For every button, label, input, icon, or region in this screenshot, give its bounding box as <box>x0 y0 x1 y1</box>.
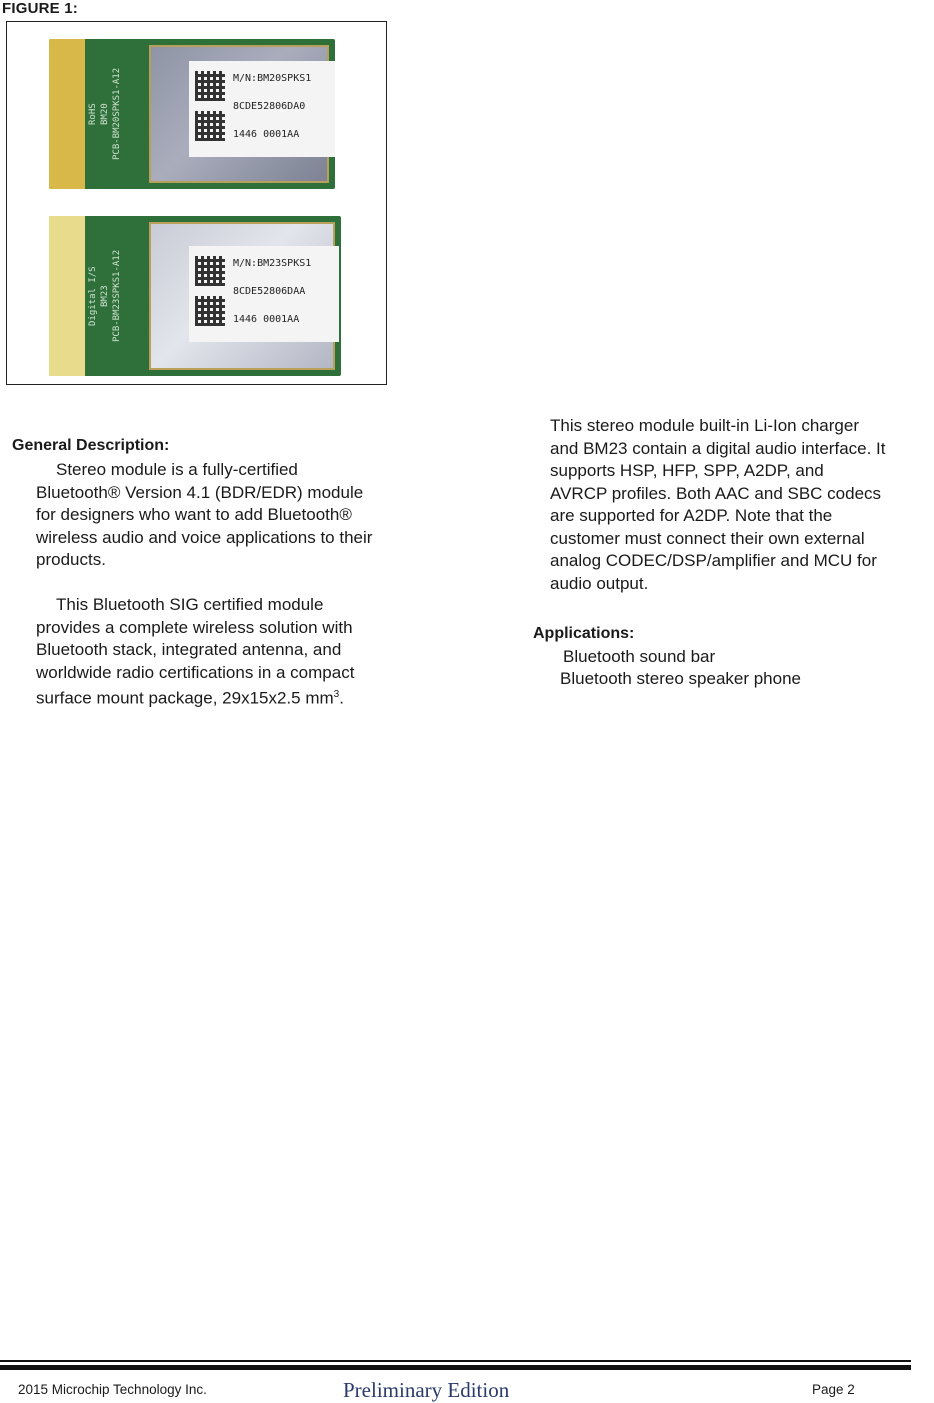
text-line: worldwide radio certifications in a compact <box>36 662 355 682</box>
label-serial: 8CDE52806DAA <box>233 286 306 297</box>
footer-rule <box>0 1360 911 1362</box>
text-line: Bluetooth® Version 4.1 (BDR/EDR) module <box>36 482 364 502</box>
applications-heading: Applications: <box>533 625 635 642</box>
text-line: are supported for A2DP. Note that the <box>550 506 833 525</box>
footer-copyright: 2015 Microchip Technology Inc. <box>18 1382 207 1397</box>
pcb-text: PCB-BM20SPKS1-A12 <box>112 67 122 161</box>
general-description-para1 <box>36 459 372 572</box>
qr-code-icon <box>195 111 225 141</box>
period: . <box>339 688 344 708</box>
right-description-para <box>550 415 886 595</box>
pcb-silkscreen <box>87 49 145 179</box>
text-line: for designers who want to add Bluetooth® <box>36 505 352 524</box>
qr-code-icon <box>195 296 225 326</box>
general-description-para2 <box>36 594 354 710</box>
text-line: and BM23 contain a digital audio interface. It <box>550 438 886 458</box>
label-lot: 1446 0001AA <box>233 314 300 325</box>
module-photo-bm20 <box>49 39 335 189</box>
general-description-heading: General Description: <box>12 437 170 454</box>
pcb-text: BM23 <box>100 285 110 307</box>
qr-code-icon <box>195 71 225 101</box>
qr-code-icon <box>195 256 225 286</box>
superscript: 3 <box>333 689 340 700</box>
text-line: analog CODEC/DSP/amplifier and MCU for <box>550 551 877 570</box>
pcb-text: RoHS <box>88 103 98 125</box>
footer-page-number: Page 2 <box>812 1382 855 1397</box>
module-photo-bm23 <box>49 216 341 376</box>
text-line: AVRCP profiles. Both AAC and SBC codecs <box>550 483 882 503</box>
text-line: Bluetooth stack, integrated antenna, and <box>36 640 342 659</box>
label-lot: 1446 0001AA <box>233 129 300 140</box>
label-model: M/N:BM23SPKS1 <box>233 258 312 269</box>
application-item: Bluetooth sound bar <box>563 647 716 666</box>
text-line: Stereo module is a fully-certified <box>56 460 298 479</box>
text-line: customer must connect their own external <box>550 528 865 548</box>
module-label <box>189 246 339 342</box>
figure-title: FIGURE 1: <box>2 0 78 17</box>
footer-edition: Preliminary Edition <box>343 1378 510 1402</box>
module-label <box>189 61 335 157</box>
pcb-text: PCB-BM23SPKS1-A12 <box>112 249 122 343</box>
label-serial: 8CDE52806DA0 <box>233 101 306 112</box>
pcb-silkscreen <box>87 226 145 366</box>
text-line: This stereo module built-in Li-Ion charger <box>550 416 859 435</box>
text-line: products. <box>36 550 106 569</box>
text-line: wireless audio and voice applications to their <box>36 527 373 547</box>
pcb-text: Digital I/S <box>88 266 98 326</box>
application-item: Bluetooth stereo speaker phone <box>560 669 802 688</box>
text-line: supports HSP, HFP, SPP, A2DP, and <box>550 461 824 480</box>
package-size-text: surface mount package, 29x15x2.5 mm <box>36 688 334 708</box>
footer-rule-thick <box>0 1365 911 1370</box>
text-line <box>36 684 354 710</box>
text-line: This Bluetooth SIG certified module <box>56 595 324 614</box>
label-model: M/N:BM20SPKS1 <box>233 73 312 84</box>
figure-frame <box>6 21 387 385</box>
pcb-text: BM20 <box>100 103 110 125</box>
text-line: audio output. <box>550 573 649 593</box>
text-line: provides a complete wireless solution with <box>36 617 353 637</box>
